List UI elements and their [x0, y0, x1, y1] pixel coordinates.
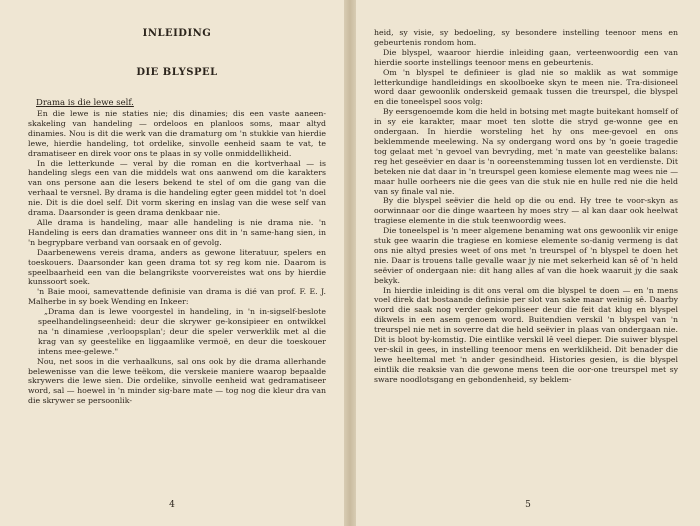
paragraph: 'n Baie mooi, samevattende definisie van drama is dié van prof. F. E. J. Malherbe in sy boek Wending en Inkeer:: [28, 287, 326, 307]
paragraph: By eersgenoemde kom die held in botsing met magte buitekant homself of in sy eie karakter, maar moet ten slotte die stryd ge-wonne gee en ondergaan. In hierdie worsteling het hy ons mee-gevoel en ons beklemmende meelewing. Na sy ondergang word ons by 'n goeie tragedie tog gelaat met 'n gevoel van bevryding, met 'n mate van geestelike balans: reg het geseëvier en daar is 'n ooreenstemming tussen lot en verdienste. Dit beteken nie dat daar in 'n treurspel geen komiese elemente mag wees nie — maar hulle oorheers nie die gees van die stuk nie en hulle red nie die held van sy finale val nie.: [374, 107, 678, 196]
paragraph: heid, sy visie, sy bedoeling, sy besondere instelling teenoor mens en gebeurtenis rondom hom.: [374, 28, 678, 47]
section-heading: DIE BLYSPEL: [136, 67, 218, 78]
paragraph: Om 'n blyspel te definieer is glad nie so maklik as wat sommige letterkundige handleidings en skoolboeke skyn te meen nie. Tra-disioneel word daar gewoonlik onderskeid gemaak tussen die treurspel, die blyspel en die toneelspel soos volg:: [374, 67, 678, 107]
quotation: „Drama dan is lewe voorgestel in handeling, in 'n in-sigself-beslote speelhandelingseenheid: deur die skrywer ge-konsipieer en ontwikkel na 'n dinamiese ‚verloopsplan'; deur die speler verwerklik met al die krag van sy geestelike en liggaamlike vermoë, en deur die toeskouer intens mee-gelewe.": [38, 307, 326, 356]
paragraph: Nou, net soos in die verhaalkuns, sal ons ook by die drama allerhande belewenisse van die lewe teëkom, die verskeie maniere waarop bepaalde skrywers die lewe sien. Die ordelike, sinvolle eenheid wat gedramatiseer word, sal — hoewel in 'n minder sig-bare mate — tog nog die kleur dra van die skrywer se persoonlik-: [28, 356, 326, 406]
paragraph: Daarbenewens vereis drama, anders as gewone literatuur, spelers en toeskouers. Daarsonder kan geen drama tot sy reg kom nie. Daarom is speelbaarheid een van die belangrikste voorvereistes wat ons by hierdie kunssoort soek.: [28, 247, 326, 287]
right-page-text: [374, 28, 678, 385]
paragraph: By die blyspel seëvier die held op die ou end. Hy tree te voor-skyn as oorwinnaar oor die dinge waarteen hy moes stry — al kan daar ook heelwat tragiese elemente in die stuk teenwoordig wees.: [374, 196, 678, 226]
paragraph: In hierdie inleiding is dit ons veral om die blyspel te doen — en 'n mens voel direk dat bostaande definisie per slot van sake maar weinig sê. Daarby word die saak nog verder gekompliseer deur die feit dat klug en blyspel dikwels in een asem genoem word. Buitendien verskil 'n blyspel van 'n treurspel nie net in soverre dat die held seëvier in plaas van ondergaan nie. Dit is bloot by-komstig. Die eintlike verskil lê veel dieper. Die suiwer blyspel ver-skil in gees, in instelling teenoor mens en werklikheid. Dit benader die lewe heeltemal met 'n ander gesindheid. Histories gesien, is die blyspel eintlik die reaksie van die gewone mens teen die oor-one treurspel met sy sware noodlotsgang en gebondenheid, sy beklem-: [374, 285, 678, 384]
paragraph: Alle drama is handeling, maar alle handeling is nie drama nie. 'n Handeling is eers dan dramaties wanneer ons dit in 'n same-hang sien, in 'n begrypbare verband van oorsaak en of gevolg.: [28, 217, 326, 247]
paragraph: Die blyspel, waaroor hierdie inleiding gaan, verteenwoordig een van hierdie soorte instellings teenoor mens en gebeurtenis.: [374, 47, 678, 67]
paragraph: Die toneelspel is 'n meer algemene benaming wat ons gewoonlik vir enige stuk gee waarin die tragiese en komiese elemente so-danig vermeng is dat ons nie altyd presies weet of ons met 'n treurspel of 'n blyspel te doen het nie. Daar is trouens talle gevalle waar jy nie met sekerheid kan sê of 'n held seëvier of ondergaan nie: dit hang alles af van die hoek waaruit jy die saak bekyk.: [374, 226, 678, 285]
subheading: Drama is die lewe self.: [36, 98, 134, 108]
left-page: [0, 0, 344, 526]
right-page: [356, 0, 700, 526]
paragraph: En die lewe is nie staties nie; dis dinamies; dis een vaste aaneen-skakeling van handeling — ordeloos en planloos soms, maar altyd dinamies. Nou is dit die werk van die dramaturg om 'n stukkie van hierdie lewe, hierdie handeling, tot ordelike, sinvolle eenheid saam te vat, te dramatiseer en direk voor ons te plaas in sy volle onmiddellikheid.: [28, 109, 326, 158]
book-gutter: [344, 0, 356, 526]
page-number: 4: [169, 500, 175, 510]
left-page-text: [28, 109, 326, 406]
page-number: 5: [525, 500, 531, 510]
paragraph: In die letterkunde — veral by die roman en die kortverhaal — is handeling slegs een van die middels wat ons aanwend om die karakters van ons persone aan die lesers bekend te stel of om die gang van die verhaal te versnel. By drama is die handeling egter geen middel tot 'n doel nie. Dit is die doel self. Dit vorm skering en inslag van die wese self van drama. Daarsonder is geen drama denkbaar nie.: [28, 158, 326, 218]
chapter-heading: INLEIDING: [142, 28, 212, 39]
